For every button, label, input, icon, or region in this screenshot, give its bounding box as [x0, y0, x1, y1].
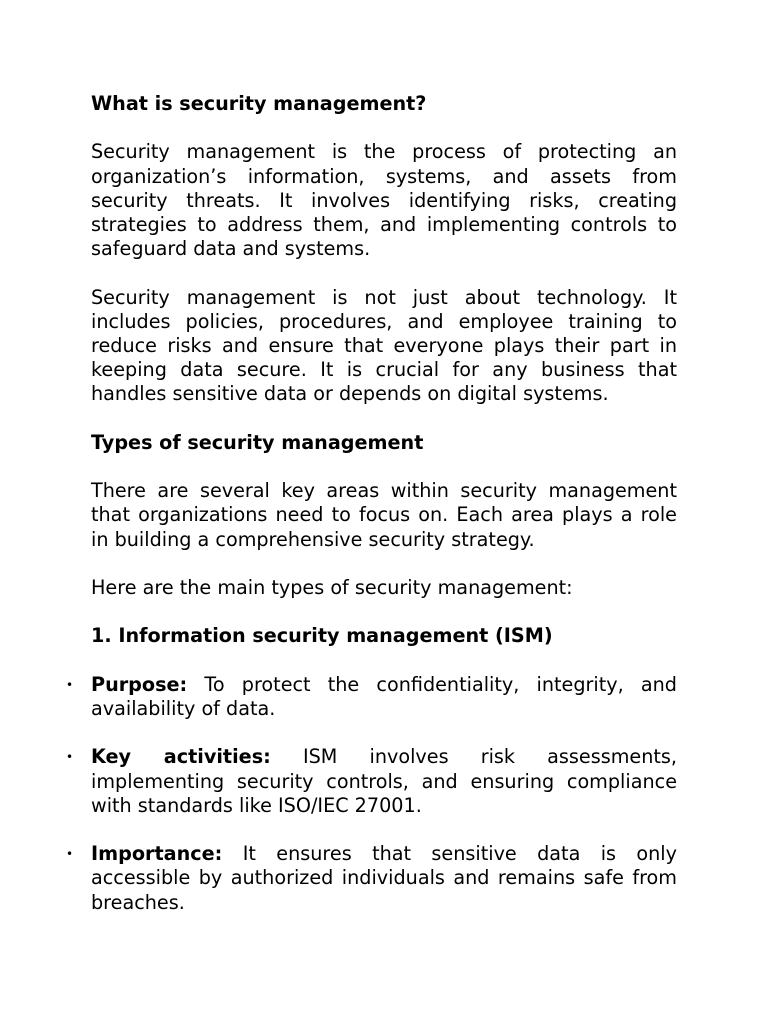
paragraph-not-just-technology: Security management is not just about technology. It includes policies, procedures, and employee training to reduce risks and ensure that everyone plays their part in keeping data secure. It is crucial for any business that handles sensitive data or depends on digital systems.	[91, 285, 677, 406]
heading-what-is-security-management: What is security management?	[91, 92, 427, 115]
paragraph-main-types-intro: Here are the main types of security management:	[91, 575, 573, 599]
heading-types-of-security-management: Types of security management	[91, 430, 424, 454]
bullet-text: ISM involves risk assessments, implementing security controls, and ensuring compliance with standards like ISO/IEC 27001.	[91, 745, 678, 817]
paragraph-definition: Security management is the process of protecting an organization’s information, systems, and assets from security threats. It involves identifying risks, creating strategies to address them, and implementing controls to safeguard data and systems.	[91, 140, 677, 261]
heading-information-security-management: 1. Information security management (ISM)	[91, 624, 553, 648]
bullet-label: Key activities:	[91, 745, 271, 769]
document-page	[66, 92, 678, 939]
bullet-label: Importance:	[91, 842, 223, 866]
list-item-purpose	[66, 672, 677, 721]
bullet-icon: •	[66, 750, 74, 765]
bullet-label: Purpose:	[91, 672, 188, 696]
list-item-importance	[66, 842, 677, 915]
paragraph-key-areas: There are several key areas within security management that organizations need to focus on. Each area plays a role in building a comprehensive security strategy.	[91, 479, 677, 551]
bullet-text: It ensures that sensitive data is only accessible by authorized individuals and remains safe from breaches.	[91, 842, 677, 914]
bullet-text: To protect the confidentiality, integrity, and availability of data.	[91, 672, 677, 720]
bullet-icon: •	[66, 847, 74, 862]
list-item-key-activities	[66, 745, 678, 818]
bullet-icon: •	[66, 677, 74, 692]
ism-bullet-list	[66, 672, 678, 915]
